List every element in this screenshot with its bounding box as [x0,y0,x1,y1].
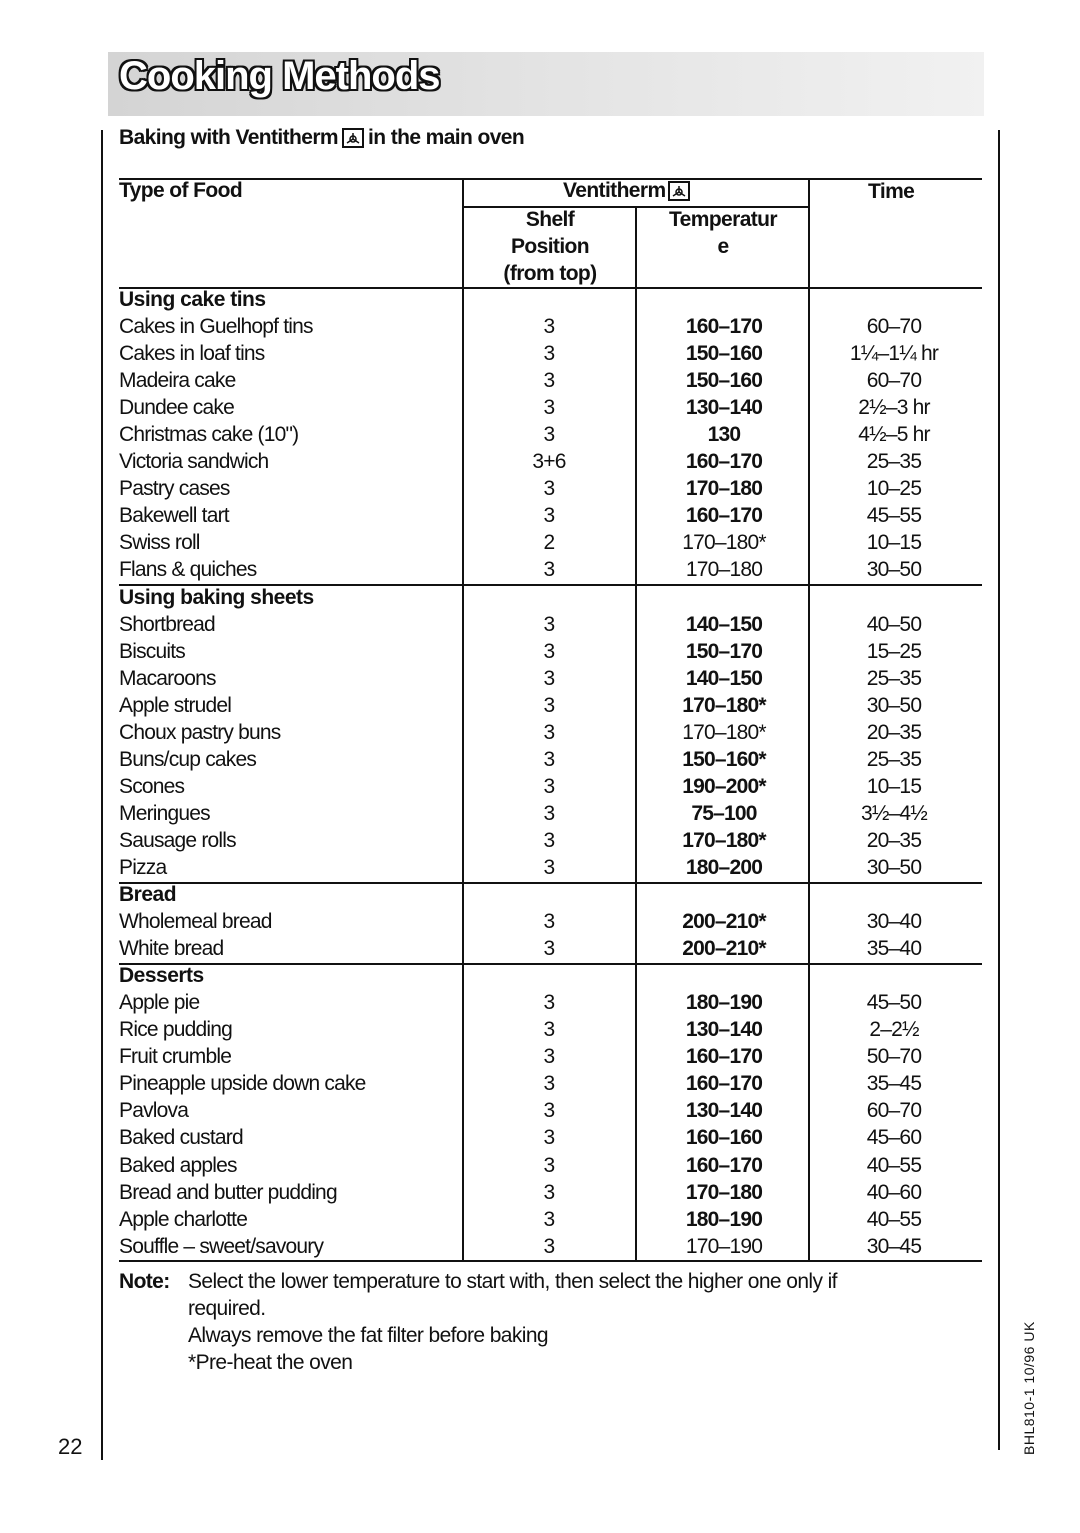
section-heading-row [119,962,989,989]
table-row [119,556,989,583]
time-cell: 2½–3 hr [858,396,930,420]
table-row [119,854,989,881]
food-cell: Apple charlotte [119,1207,248,1231]
shelf-cell: 3 [543,558,555,582]
temperature-cell: 160–170 [685,1153,763,1177]
shelf-cell: 3 [543,639,555,663]
food-cell: Biscuits [119,639,185,663]
food-cell: Meringues [119,801,210,825]
subtitle-part1: Baking with Ventitherm [119,126,338,149]
temperature-cell: 170–180 [685,1180,763,1204]
food-cell: Baked apples [119,1153,237,1177]
table-row [119,367,989,394]
note-line-1: Select the lower temperature to start with, then select the higher one only if [188,1270,837,1293]
subtitle-part2: in the main oven [368,126,525,149]
temperature-cell: 160–160 [685,1126,763,1150]
shelf-cell: 3 [543,477,555,501]
table-row [119,638,989,665]
shelf-cell: 3 [543,1180,555,1204]
food-cell: Bread and butter pudding [119,1180,337,1204]
temperature-cell: 150–160 [685,369,763,393]
section-heading-row [119,584,989,611]
time-cell: 30–45 [866,1234,922,1258]
food-cell: Choux pastry buns [119,720,281,744]
temperature-cell: 160–170 [685,1072,763,1096]
food-cell: Apple strudel [119,693,232,717]
temperature-cell: 130 [707,423,741,447]
food-cell: Bakewell tart [119,504,229,528]
right-margin-rule [998,130,1000,1450]
time-cell: 30–50 [866,855,922,879]
food-cell: Sausage rolls [119,828,236,852]
temperature-cell: 180–190 [685,991,763,1015]
note-line-2: required. [188,1297,266,1320]
temperature-cell: 130–140 [685,1099,763,1123]
food-cell: Cakes in loaf tins [119,342,265,366]
table-row [119,800,989,827]
shelf-cell: 3 [543,612,555,636]
shelf-cell: 3 [543,693,555,717]
table-row [119,529,989,556]
temperature-cell: 180–200 [685,855,763,879]
shelf-cell: 3 [543,1153,555,1177]
shelf-cell: 2 [543,531,555,555]
temperature-cell: 170–180* [682,828,766,852]
section-subtitle [119,126,524,150]
shelf-cell: 3 [543,396,555,420]
temperature-cell: 190–200* [682,774,766,798]
food-cell: Buns/cup cakes [119,747,257,771]
table-row [119,1206,989,1233]
shelf-cell: 3 [543,991,555,1015]
time-cell: 20–35 [866,720,922,744]
temperature-cell: 75–100 [691,801,757,825]
temperature-cell: 200–210* [682,937,766,961]
time-cell: 40–50 [866,612,922,636]
section-heading: Using baking sheets [119,585,314,609]
time-cell: 40–55 [866,1207,922,1231]
section-heading: Desserts [119,964,204,988]
table-row [119,935,989,962]
food-cell: Dundee cake [119,396,234,420]
food-cell: Madeira cake [119,369,236,393]
shelf-cell: 3 [543,1018,555,1042]
header-shelf-line1: Shelf [525,208,575,231]
time-cell: 2–2½ [869,1018,919,1042]
shelf-cell: 3 [543,801,555,825]
shelf-cell: 3 [543,423,555,447]
table-row [119,665,989,692]
temperature-cell: 130–140 [685,1018,763,1042]
table-row [119,1070,989,1097]
food-cell: Pastry cases [119,477,230,501]
food-cell: Shortbread [119,612,215,636]
shelf-cell: 3 [543,342,555,366]
header-ventitherm [563,179,694,203]
table-row [119,340,989,367]
note-line-4: *Pre-heat the oven [188,1351,353,1374]
food-cell: Pineapple upside down cake [119,1072,366,1096]
time-cell: 20–35 [866,828,922,852]
temperature-cell: 170–180 [685,558,763,582]
time-cell: 45–50 [866,991,922,1015]
temperature-cell: 170–180* [682,693,766,717]
table-row [119,421,989,448]
table-row [119,502,989,529]
table-row [119,1233,989,1260]
food-cell: Cakes in Guelhopf tins [119,315,313,339]
time-cell: 60–70 [866,369,922,393]
fan-oven-icon [668,181,690,201]
document-code: BHL810-1 10/96 UK [1021,1321,1037,1455]
header-time: Time [868,180,915,203]
page-title: Cooking Methods [119,54,440,98]
cooking-table-body [119,286,989,1260]
food-cell: Macaroons [119,666,216,690]
header-temp-line1: Temperatur [669,208,777,231]
temperature-cell: 200–210* [682,910,766,934]
temperature-cell: 150–160 [685,342,763,366]
section-heading: Using cake tins [119,288,266,311]
temperature-cell: 160–170 [685,450,763,474]
temperature-cell: 170–180* [682,531,766,555]
shelf-cell: 3 [543,937,555,961]
food-cell: Christmas cake (10") [119,423,299,447]
temperature-cell: 170–190 [685,1234,763,1258]
time-cell: 40–60 [866,1180,922,1204]
shelf-cell: 3 [543,1207,555,1231]
table-row [119,1043,989,1070]
table-row [119,394,989,421]
shelf-cell: 3 [543,855,555,879]
time-cell: 1¼–1¼ hr [849,342,939,366]
time-cell: 60–70 [866,1099,922,1123]
table-row [119,1097,989,1124]
section-heading: Bread [119,883,177,907]
table-row [119,908,989,935]
time-cell: 30–40 [866,910,922,934]
food-cell: Swiss roll [119,531,200,555]
header-shelf-position [464,206,636,287]
table-top-rule [119,178,982,180]
time-cell: 40–55 [866,1153,922,1177]
shelf-cell: 3 [543,1234,555,1258]
shelf-cell: 3 [543,1099,555,1123]
temperature-cell: 130–140 [685,396,763,420]
time-cell: 10–25 [866,477,922,501]
table-row [119,1179,989,1206]
header-shelf-line3: (from top) [503,262,597,285]
shelf-cell: 3 [543,774,555,798]
table-row [119,692,989,719]
shelf-cell: 3 [543,1045,555,1069]
header-shelf-line2: Position [510,235,590,258]
header-temperature [637,206,809,260]
shelf-cell: 3 [543,504,555,528]
food-cell: Rice pudding [119,1018,232,1042]
shelf-cell: 3 [543,910,555,934]
table-row [119,773,989,800]
shelf-cell: 3 [543,1126,555,1150]
table-row [119,448,989,475]
shelf-cell: 3 [543,369,555,393]
time-cell: 45–60 [866,1126,922,1150]
left-margin-rule [101,130,103,1460]
note-line-3: Always remove the fat filter before baking [188,1324,548,1347]
temperature-cell: 180–190 [685,1207,763,1231]
header-temp-line2: e [717,235,729,258]
table-row [119,1124,989,1151]
food-cell: Victoria sandwich [119,450,269,474]
header-ventitherm-label: Ventitherm [563,179,666,202]
header-type-of-food: Type of Food [119,179,243,202]
food-cell: Fruit crumble [119,1045,232,1069]
shelf-cell: 3 [543,720,555,744]
temperature-cell: 150–170 [685,639,763,663]
section-heading-row [119,881,989,908]
table-bottom-rule [119,1260,982,1262]
table-row [119,746,989,773]
time-cell: 10–15 [866,531,922,555]
temperature-cell: 170–180* [682,720,766,744]
time-cell: 25–35 [866,450,922,474]
temperature-cell: 150–160* [682,747,766,771]
food-cell: Souffle – sweet/savoury [119,1234,324,1258]
time-cell: 30–50 [866,693,922,717]
shelf-cell: 3 [543,315,555,339]
note-label: Note: [119,1270,170,1293]
shelf-cell: 3+6 [532,450,566,474]
food-cell: Scones [119,774,185,798]
food-cell: Pizza [119,855,167,879]
table-row [119,719,989,746]
time-cell: 25–35 [866,666,922,690]
time-cell: 15–25 [866,639,922,663]
time-cell: 3½–4½ [860,801,928,825]
temperature-cell: 160–170 [685,315,763,339]
time-cell: 35–45 [866,1072,922,1096]
food-cell: Wholemeal bread [119,910,272,934]
temperature-cell: 170–180 [685,477,763,501]
page-number: 22 [58,1434,83,1459]
temperature-cell: 140–150 [685,666,763,690]
table-row [119,313,989,340]
time-cell: 25–35 [866,747,922,771]
shelf-cell: 3 [543,1072,555,1096]
time-cell: 35–40 [866,937,922,961]
food-cell: Flans & quiches [119,558,257,582]
table-row [119,475,989,502]
time-cell: 60–70 [866,315,922,339]
temperature-cell: 160–170 [685,504,763,528]
shelf-cell: 3 [543,828,555,852]
table-row [119,1016,989,1043]
time-cell: 45–55 [866,504,922,528]
time-cell: 10–15 [866,774,922,798]
table-row [119,611,989,638]
time-cell: 4½–5 hr [858,423,930,447]
food-cell: Apple pie [119,991,200,1015]
time-cell: 30–50 [866,558,922,582]
section-heading-row [119,286,989,313]
table-row [119,827,989,854]
temperature-cell: 160–170 [685,1045,763,1069]
shelf-cell: 3 [543,666,555,690]
food-cell: Baked custard [119,1126,243,1150]
time-cell: 50–70 [866,1045,922,1069]
food-cell: White bread [119,937,224,961]
fan-oven-icon [342,128,364,148]
shelf-cell: 3 [543,747,555,771]
food-cell: Pavlova [119,1099,189,1123]
temperature-cell: 140–150 [685,612,763,636]
table-row [119,989,989,1016]
table-row [119,1152,989,1179]
